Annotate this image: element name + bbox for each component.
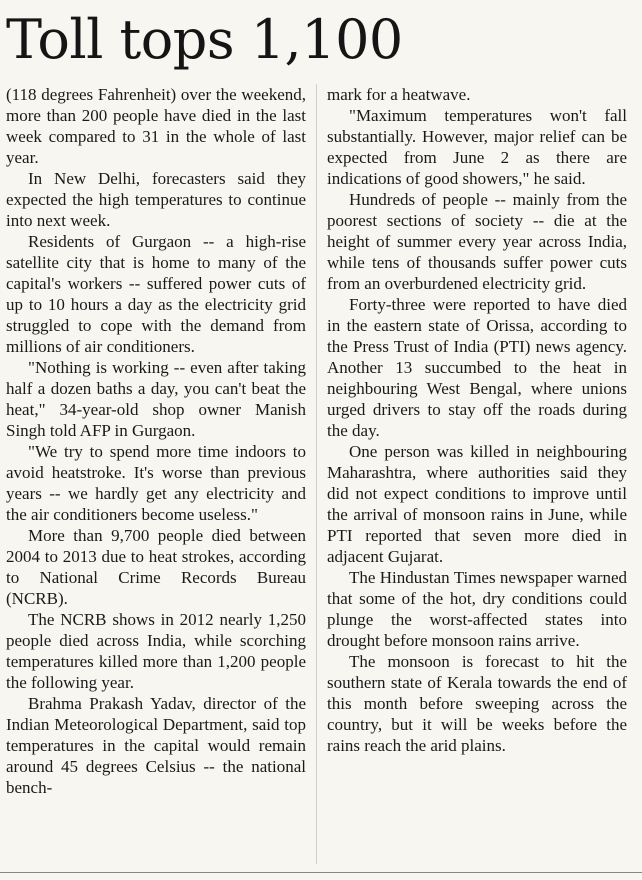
paragraph: Forty-three were reported to have died in the eastern state of Orissa, according to the Press Trust of India (PTI) news agency. Another 13 succumbed to the heat in neighbouring West Bengal, where unions urged drivers to stay off the roads during the day. xyxy=(327,295,627,440)
paragraph: In New Delhi, forecasters said they expected the high temperatures to continue into next week. xyxy=(6,169,306,230)
paragraph: (118 degrees Fahrenheit) over the weekend, more than 200 people have died in the last week compared to 31 in the whole of last year. xyxy=(6,85,306,167)
paragraph: The NCRB shows in 2012 nearly 1,250 people died across India, while scorching temperatures killed more than 1,200 people the following year. xyxy=(6,610,306,692)
paragraph: Residents of Gurgaon -- a high-rise satellite city that is home to many of the capital's workers -- suffered power cuts of up to 10 hours a day as the electricity grid struggled to cope with the demand from millions of air conditioners. xyxy=(6,232,306,356)
bottom-divider xyxy=(0,872,642,873)
paragraph: The Hindustan Times newspaper warned that some of the hot, dry conditions could plunge the worst-affected states into drought before monsoon rains arrive. xyxy=(327,568,627,650)
paragraph: One person was killed in neighbouring Maharashtra, where authorities said they did not expect conditions to improve until the arrival of monsoon rains in June, while PTI reported that seven more died in adjacent Gujarat. xyxy=(327,442,627,566)
paragraph: mark for a heatwave. xyxy=(327,85,471,104)
paragraph: More than 9,700 people died between 2004 to 2013 due to heat strokes, according to National Crime Records Bureau (NCRB). xyxy=(6,526,306,608)
paragraph: "Nothing is working -- even after taking half a dozen baths a day, you can't beat the heat," 34-year-old shop owner Manish Singh told AFP in Gurgaon. xyxy=(6,358,306,440)
paragraph: "Maximum temperatures won't fall substantially. However, major relief can be expected from June 2 as there are indications of good showers," he said. xyxy=(327,106,627,188)
paragraph: The monsoon is forecast to hit the southern state of Kerala towards the end of this month before sweeping across the country, but it will be weeks before the rains reach the arid plains. xyxy=(327,652,627,755)
headline: Toll tops 1,100 xyxy=(6,8,403,71)
article-column-right xyxy=(327,84,627,756)
article-column-left xyxy=(6,84,306,798)
paragraph: Hundreds of people -- mainly from the poorest sections of society -- die at the height of summer every year across India, while tens of thousands suffer power cuts from an overburdened electricity grid. xyxy=(327,190,627,293)
paragraph: "We try to spend more time indoors to avoid heatstroke. It's worse than previous years -- we hardly get any electricity and the air conditioners become useless." xyxy=(6,442,306,524)
paragraph: Brahma Prakash Yadav, director of the Indian Meteorological Department, said top temperatures in the capital would remain around 45 degrees Celsius -- the national bench- xyxy=(6,694,306,797)
column-divider xyxy=(316,84,317,864)
